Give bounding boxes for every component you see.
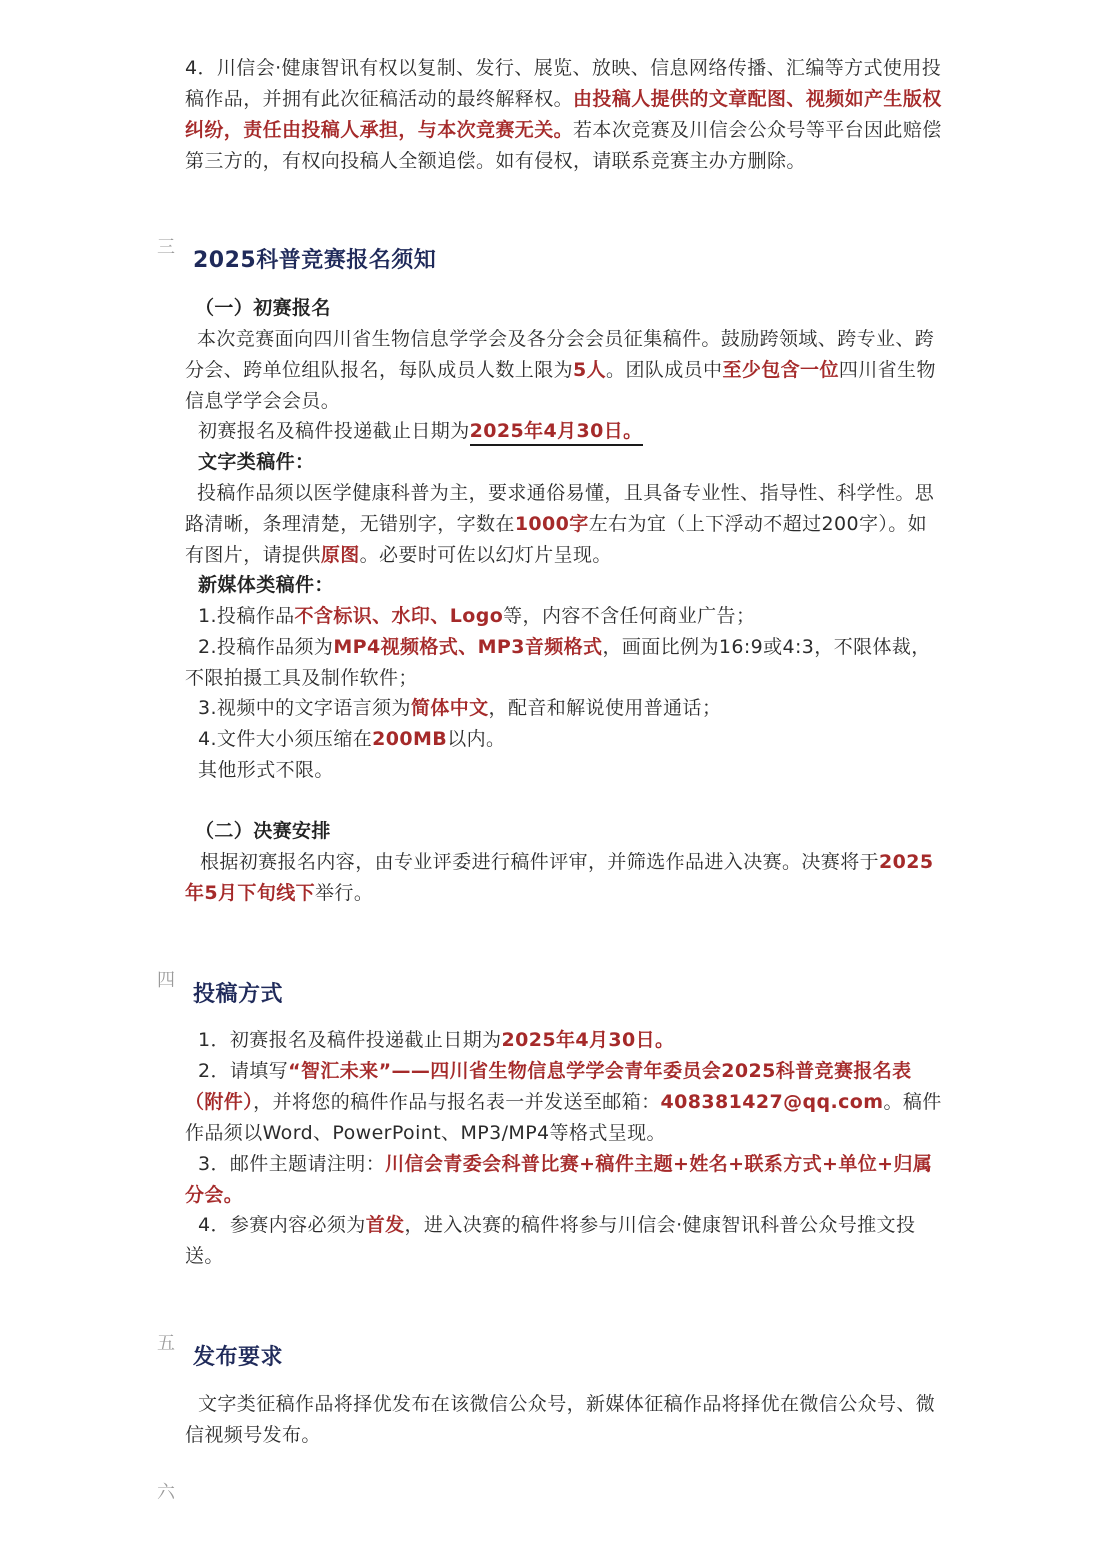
text-run: 2.投稿作品须为 bbox=[198, 636, 334, 658]
highlight-text: 不含标识、水印、Logo bbox=[294, 605, 504, 627]
text-run: 根据初赛报名内容，由专业评委进行稿件评审，并筛选作品进入决赛。决赛将于 bbox=[200, 851, 880, 873]
submission-item-4 bbox=[185, 1210, 945, 1272]
text-run: 1．初赛报名及稿件投递截止日期为 bbox=[198, 1029, 502, 1051]
text-run: ，进入决赛的稿件将参与川信会·健康智讯科普公众号推文投送。 bbox=[185, 1214, 916, 1267]
section-title-3: 2025科普竞赛报名须知 bbox=[193, 248, 437, 273]
submission-item-1 bbox=[198, 1025, 958, 1056]
text-run: 投稿作品须以医学健康科普为主，要求通俗易懂，且具备专业性、指导性、科学性。思路清晰，条理清楚，无错别字，字数在 bbox=[185, 482, 935, 535]
highlight-text: 首发 bbox=[365, 1214, 405, 1236]
section-number-6: 六 bbox=[157, 1482, 175, 1503]
highlight-text: 5人 bbox=[573, 359, 607, 381]
media-item-3 bbox=[198, 693, 958, 724]
text-run: 以内。 bbox=[447, 728, 506, 750]
submission-item-3 bbox=[185, 1149, 945, 1211]
text-run: 3．邮件主题请注明： bbox=[198, 1153, 386, 1175]
other-forms-line: 其他形式不限。 bbox=[198, 759, 334, 781]
section-title-5: 发布要求 bbox=[193, 1345, 284, 1370]
section-number-4: 四 bbox=[157, 970, 175, 991]
text-run: 初赛报名及稿件投递截止日期为 bbox=[198, 420, 470, 442]
text-run: 4．参赛内容必须为 bbox=[198, 1214, 366, 1236]
text-run: 2．请填写 bbox=[198, 1060, 289, 1082]
preliminary-paragraph bbox=[185, 324, 945, 417]
deadline-line bbox=[198, 416, 958, 447]
text-run: 4.文件大小须压缩在 bbox=[198, 728, 373, 750]
section-number-3: 三 bbox=[157, 237, 175, 258]
copyright-paragraph bbox=[185, 53, 945, 177]
text-run: ，配音和解说使用普通话； bbox=[488, 697, 722, 719]
highlight-text: 至少包含一位 bbox=[722, 359, 839, 381]
text-run: ，画面比例为16:9或4:3，不限体裁，不限拍摄工具及制作软件； bbox=[185, 636, 931, 689]
highlight-text: 2025年4月30日。 bbox=[501, 1029, 675, 1051]
highlight-text: “智汇未来”——四川省生物信息学学会青年委员会2025科普竞赛报名表（附件） bbox=[185, 1060, 912, 1113]
text-run: 。必要时可佐以幻灯片呈现。 bbox=[359, 544, 612, 566]
text-run: 举行。 bbox=[315, 882, 374, 904]
text-run: ，并将您的稿件作品与报名表一并发送至邮箱： bbox=[253, 1091, 661, 1113]
section-number-5: 五 bbox=[157, 1333, 175, 1354]
highlight-text: 川信会青委会科普比赛+稿件主题+姓名+联系方式+单位+归属分会。 bbox=[185, 1153, 933, 1206]
highlight-text: 由投稿人提供的文章配图、视频如产生版权纠纷，责任由投稿人承担，与本次竞赛无关。 bbox=[185, 88, 942, 141]
media-item-1 bbox=[198, 601, 958, 632]
highlight-text: MP4视频格式、MP3音频格式 bbox=[333, 636, 603, 658]
text-run: 等，内容不含任何商业广告； bbox=[503, 605, 756, 627]
subheading-preliminary: （一）初赛报名 bbox=[195, 297, 331, 319]
highlight-text: 原图 bbox=[320, 544, 360, 566]
deadline-date: 2025年4月30日。 bbox=[470, 420, 643, 446]
text-run: 1.投稿作品 bbox=[198, 605, 295, 627]
text-run: 4．川信会·健康智讯有权以复制、发行、展览、放映、信息网络传播、汇编等方式使用投稿作品，并拥有此次征稿活动的最终解释权。 bbox=[185, 57, 942, 110]
text-submission-paragraph bbox=[185, 478, 945, 571]
highlight-text: 1000字 bbox=[514, 513, 589, 535]
subheading-media-submissions: 新媒体类稿件： bbox=[198, 574, 334, 596]
text-run: 四川省生物信息学学会会员。 bbox=[185, 359, 936, 412]
media-item-4 bbox=[198, 724, 958, 755]
text-run: 若本次竞赛及川信会公众号等平台因此赔偿第三方的，有权向投稿人全额追偿。如有侵权，请联系竞赛主办方删除。 bbox=[185, 119, 942, 172]
email-address: 408381427@qq.com bbox=[660, 1091, 884, 1113]
text-run: 。团队成员中 bbox=[606, 359, 723, 381]
text-run: 。稿件作品须以Word、PowerPoint、MP3/MP4等格式呈现。 bbox=[185, 1091, 942, 1144]
media-item-2 bbox=[185, 632, 945, 694]
subheading-final: （二）决赛安排 bbox=[195, 820, 331, 842]
highlight-text: 2025年5月下旬线下 bbox=[185, 851, 934, 904]
subheading-text-submissions: 文字类稿件： bbox=[198, 451, 315, 473]
text-run: 本次竞赛面向四川省生物信息学学会及各分会会员征集稿件。鼓励跨领域、跨专业、跨分会、跨单位组队报名，每队成员人数上限为 bbox=[185, 328, 935, 381]
text-run: 3.视频中的文字语言须为 bbox=[198, 697, 411, 719]
final-paragraph bbox=[185, 847, 945, 909]
highlight-text: 200MB bbox=[372, 728, 448, 750]
text-run: 左右为宜（上下浮动不超过200字）。如有图片，请提供 bbox=[185, 513, 928, 566]
section-title-4: 投稿方式 bbox=[193, 982, 284, 1007]
submission-item-2 bbox=[185, 1056, 945, 1149]
publishing-paragraph: 文字类征稿作品将择优发布在该微信公众号，新媒体征稿作品将择优在微信公众号、微信视频号发布。 bbox=[185, 1393, 936, 1446]
highlight-text: 简体中文 bbox=[410, 697, 489, 719]
